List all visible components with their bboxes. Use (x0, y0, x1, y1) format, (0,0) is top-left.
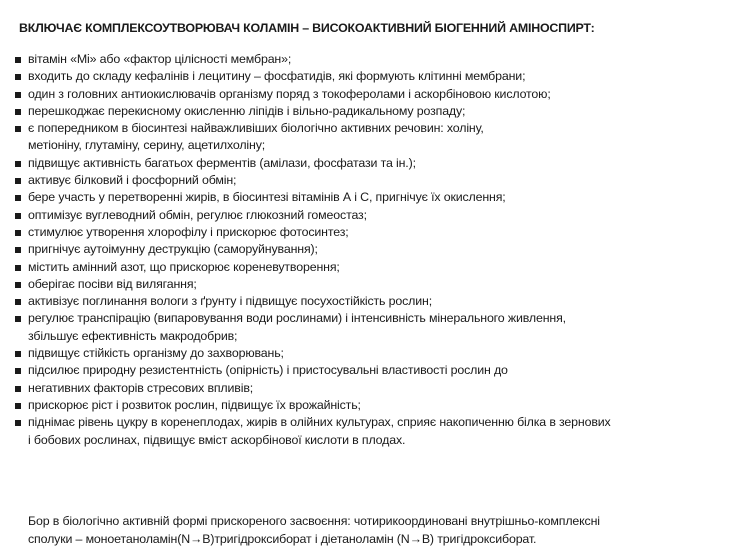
list-item-text: оберігає посіви від вилягання; (28, 276, 197, 291)
list-item-text: бере участь у перетворенні жирів, в біосинтезі вітамінів А і С, пригнічує їх окислення; (28, 190, 506, 205)
paragraph-line-2: сполуки – моноетаноламін(N→B)тригідроксиборат і діетаноламін (N→B) тригідроксиборат. (28, 532, 537, 546)
list-item-text: містить амінний азот, що прискорює кореневутворення; (28, 259, 340, 274)
list-item-text: стимулює утворення хлорофілу і прискорює фотосинтез; (28, 224, 349, 239)
list-item-continuation: метіоніну, глутаміну, серину, ацетилхоліну; (28, 138, 266, 153)
list-item (15, 310, 740, 345)
list-item (15, 362, 740, 379)
list-item-continuation: і бобових рослинах, підвищує вміст аскорбінової кислоти в плодах. (28, 432, 406, 447)
list-item-text: активує білковий і фосфорний обмін; (28, 173, 237, 188)
list-item-continuation: збільшує ефективність макродобрив; (28, 328, 238, 343)
paragraph-line-1: Бор в біологічно активній формі прискореного засвоєння: чотирикоординовані внутрішньо-комплексні (28, 514, 600, 528)
list-item (15, 86, 740, 103)
list-item (15, 397, 740, 414)
list-item (15, 155, 740, 172)
list-item-text: негативних факторів стресових впливів; (28, 380, 254, 395)
list-item (15, 103, 740, 120)
list-item-text: перешкоджає перекисному окисленню ліпідів і вільно-радикальному розпаду; (28, 103, 466, 118)
list-item (15, 68, 740, 85)
section-heading: ВКЛЮЧАЄ КОМПЛЕКСОУТВОРЮВАЧ КОЛАМІН – ВИСОКОАКТИВНИЙ БІОГЕННИЙ АМІНОСПИРТ: (19, 21, 595, 35)
square-bullet-icon (15, 265, 21, 271)
square-bullet-icon (15, 403, 21, 409)
list-item (15, 293, 740, 310)
boron-paragraph (28, 512, 740, 548)
list-item-text: підвищує стійкість організму до захворювань; (28, 346, 284, 361)
list-item (15, 51, 740, 68)
square-bullet-icon (15, 195, 21, 201)
square-bullet-icon (15, 161, 21, 167)
square-bullet-icon (15, 299, 21, 305)
square-bullet-icon (15, 92, 21, 98)
list-item (15, 120, 740, 155)
list-item-text: піднімає рівень цукру в коренеплодах, жирів в олійних культурах, сприяє накопиченню білка в зернових (28, 415, 611, 430)
square-bullet-icon (15, 57, 21, 63)
square-bullet-icon (15, 109, 21, 115)
list-item (15, 207, 740, 224)
square-bullet-icon (15, 386, 21, 392)
square-bullet-icon (15, 351, 21, 357)
list-item (15, 345, 740, 362)
square-bullet-icon (15, 368, 21, 374)
list-item (15, 414, 740, 449)
square-bullet-icon (15, 74, 21, 80)
list-item (15, 172, 740, 189)
list-item-text: вітамін «Mi» або «фактор цілісності мембран»; (28, 52, 292, 66)
square-bullet-icon (15, 420, 21, 426)
list-item-text: один з головних антиокислювачів організму поряд з токоферолами і аскорбіновою кислотою; (28, 86, 551, 101)
list-item-text: входить до складу кефалінів і лецитину – фосфатидів, які формують клітинні мембрани; (28, 69, 526, 84)
square-bullet-icon (15, 178, 21, 184)
list-item-text: активізує поглинання вологи з ґрунту і підвищує посухостійкість рослин; (28, 294, 432, 309)
list-item (15, 224, 740, 241)
square-bullet-icon (15, 213, 21, 219)
square-bullet-icon (15, 126, 21, 132)
square-bullet-icon (15, 230, 21, 236)
feature-list (15, 51, 740, 449)
list-item-text: регулює транспірацію (випаровування води рослинами) і інтенсивність мінерального живлення, (28, 311, 566, 326)
list-item (15, 276, 740, 293)
square-bullet-icon (15, 282, 21, 288)
list-item (15, 259, 740, 276)
list-item-text: є попередником в біосинтезі найважливіших біологічно активних речовин: холіну, (28, 121, 484, 136)
list-item-text: прискорює ріст і розвиток рослин, підвищує їх врожайність; (28, 397, 361, 412)
list-item-text: підсилює природну резистентність (опірність) і пристосувальні властивості рослин до (28, 363, 508, 378)
list-item-text: пригнічує аутоімунну деструкцію (саморуйнування); (28, 242, 318, 257)
square-bullet-icon (15, 247, 21, 253)
list-item (15, 380, 740, 397)
list-item (15, 189, 740, 206)
list-item-text: підвищує активність багатьох ферментів (амілази, фосфатази та ін.); (28, 155, 416, 170)
square-bullet-icon (15, 316, 21, 322)
list-item (15, 241, 740, 258)
list-item-text: оптимізує вуглеводний обмін, регулює глюкозний гомеостаз; (28, 207, 367, 222)
